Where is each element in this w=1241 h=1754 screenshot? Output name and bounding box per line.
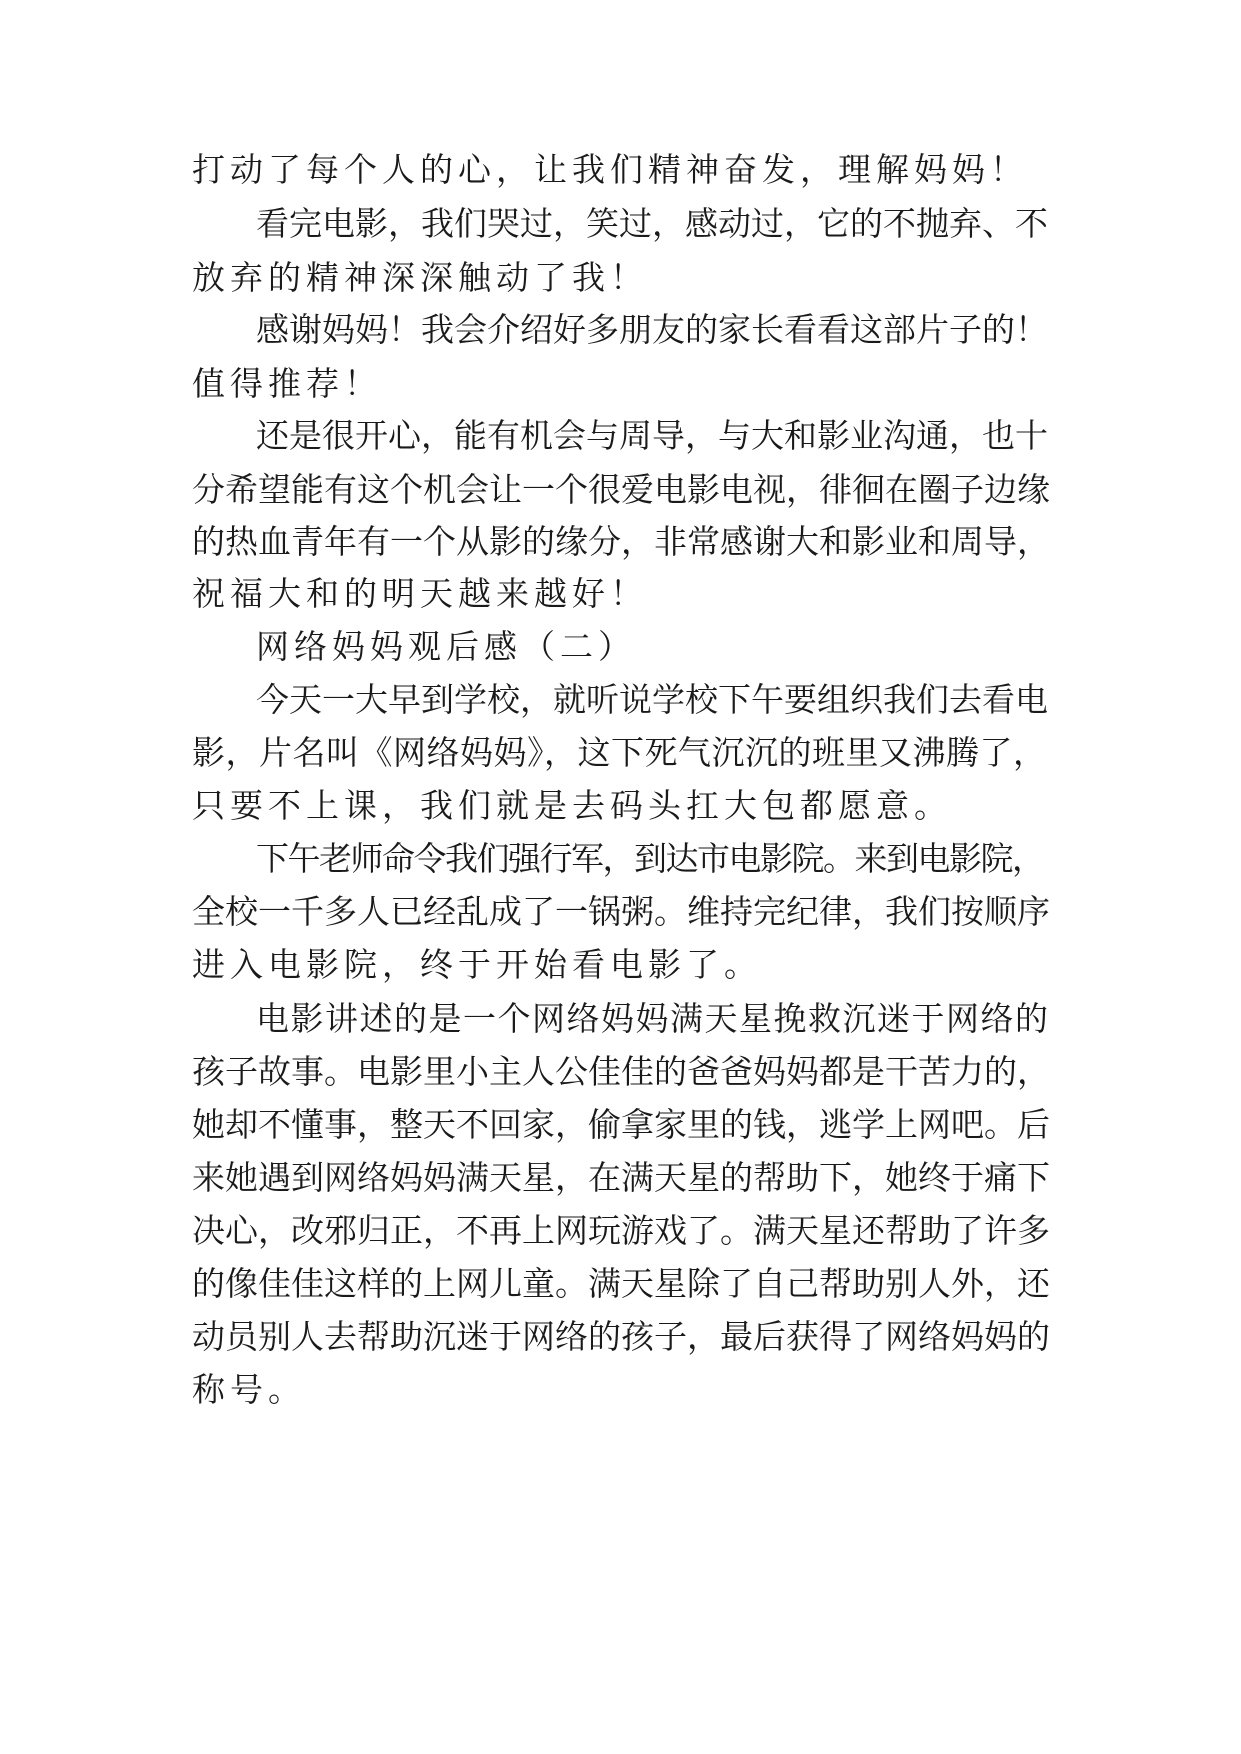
text-line-8: 的热血青年有一个从影的缘分，非常感谢大和影业和周导， — [192, 522, 1050, 561]
text-line-16: 进入电影院，终于开始看电影了。 — [192, 945, 762, 984]
text-line-12: 影，片名叫《网络妈妈》，这下死气沉沉的班里又沸腾了， — [192, 733, 1047, 772]
section-heading: 网络妈妈观后感（二） — [256, 627, 636, 666]
text-line-17: 电影讲述的是一个网络妈妈满天星挽救沉迷于网络的 — [256, 999, 1050, 1038]
text-line-15: 全校一千多人已经乱成了一锅粥。维持完纪律，我们按顺序 — [192, 892, 1050, 931]
text-line-7: 分希望能有这个机会让一个很爱电影电视，徘徊在圈子边缘 — [192, 470, 1050, 509]
text-line-22: 的像佳佳这样的上网儿童。满天星除了自己帮助别人外，还 — [192, 1264, 1050, 1303]
text-line-3: 放弃的精神深深触动了我！ — [192, 258, 648, 297]
text-line-24: 称号。 — [192, 1370, 306, 1409]
text-line-4: 感谢妈妈！我会介绍好多朋友的家长看看这部片子的！ — [256, 310, 1048, 349]
text-line-20: 来她遇到网络妈妈满天星，在满天星的帮助下，她终于痛下 — [192, 1158, 1050, 1197]
text-line-23: 动员别人去帮助沉迷于网络的孩子，最后获得了网络妈妈的 — [192, 1317, 1050, 1356]
text-line-6: 还是很开心，能有机会与周导，与大和影业沟通，也十 — [256, 416, 1048, 455]
text-line-9: 祝福大和的明天越来越好！ — [192, 574, 648, 613]
text-line-11: 今天一大早到学校，就听说学校下午要组织我们去看电 — [256, 680, 1048, 719]
text-line-5: 值得推荐！ — [192, 364, 382, 403]
text-line-1: 打动了每个人的心，让我们精神奋发，理解妈妈！ — [192, 150, 1028, 189]
text-line-14: 下午老师命令我们强行军，到达市电影院。来到电影院， — [256, 839, 1044, 878]
text-line-13: 只要不上课，我们就是去码头扛大包都愿意。 — [192, 786, 952, 825]
text-line-18: 孩子故事。电影里小主人公佳佳的爸爸妈妈都是干苦力的， — [192, 1052, 1050, 1091]
text-line-21: 决心，改邪归正，不再上网玩游戏了。满天星还帮助了许多 — [192, 1211, 1050, 1250]
text-line-2: 看完电影，我们哭过，笑过，感动过，它的不抛弃、不 — [256, 204, 1048, 243]
text-line-19: 她却不懂事，整天不回家，偷拿家里的钱，逃学上网吧。后 — [192, 1105, 1050, 1144]
